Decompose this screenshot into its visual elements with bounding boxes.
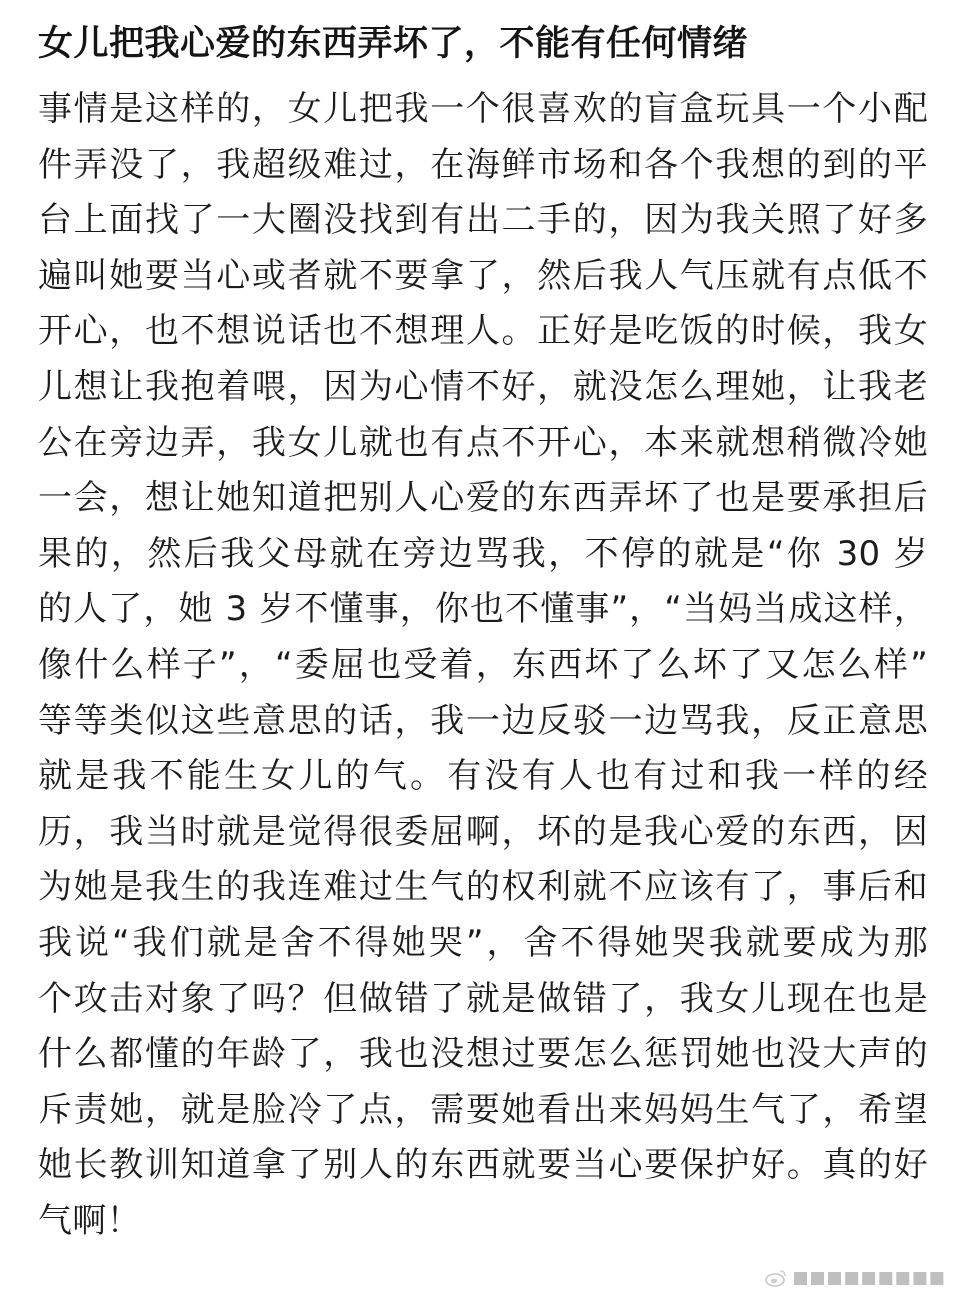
- post-body-line: 一会，想让她知道把别人心爱的东西弄坏了也是要承担后: [38, 478, 928, 519]
- post-body-line: 历，我当时就是觉得很委屈啊，坏的是我心爱的东西，因: [38, 811, 928, 852]
- post-body: [38, 82, 928, 1249]
- post-body-line: 儿想让我抱着喂，因为心情不好，就没怎么理她，让我老: [38, 366, 928, 407]
- post-body-line: 件弄没了，我超级难过，在海鲜市场和各个我想的到的平: [38, 144, 928, 185]
- post-body-line: 事情是这样的，女儿把我一个很喜欢的盲盒玩具一个小配: [38, 89, 928, 129]
- post-body-line: 公在旁边弄，我女儿就也有点不开心，本来就想稍微冷她: [38, 422, 928, 463]
- post-body-line: 我说“我们就是舍不得她哭”，舍不得她哭我就要成为那: [38, 922, 928, 963]
- post-body-line: 遍叫她要当心或者就不要拿了，然后我人气压就有点低不: [38, 255, 928, 296]
- post-body-line: 像什么样子”，“委屈也受着，东西坏了么坏了又怎么样”: [38, 644, 928, 685]
- post-body-line: 她长教训知道拿了别人的东西就要当心要保护好。真的好: [38, 1145, 928, 1186]
- watermark-text: ■■■■■■■■■: [792, 1268, 946, 1288]
- post-body-line: 果的，然后我父母就在旁边骂我，不停的就是“你 30 岁: [38, 533, 928, 574]
- post-body-line: 个攻击对象了吗？但做错了就是做错了，我女儿现在也是: [38, 978, 928, 1019]
- weibo-logo-icon: [764, 1269, 788, 1287]
- post-title: 女儿把我心爱的东西弄坏了，不能有任何情绪: [38, 24, 749, 64]
- post-body-line: 为她是我生的我连难过生气的权利就不应该有了，事后和: [38, 867, 928, 908]
- post-body-line: 开心，也不想说话也不想理人。正好是吃饭的时候，我女: [38, 311, 928, 352]
- post-body-line: 斥责她，就是脸冷了点，需要她看出来妈妈生气了，希望: [38, 1089, 928, 1130]
- post-body-line: 等等类似这些意思的话，我一边反驳一边骂我，反正意思: [38, 700, 928, 741]
- post-body-line: 就是我不能生女儿的气。有没有人也有过和我一样的经: [38, 756, 928, 797]
- post-body-line: 气啊！: [38, 1200, 141, 1241]
- watermark: [764, 1268, 946, 1288]
- post-body-line: 的人了，她 3 岁不懂事，你也不懂事”，“当妈当成这样，: [38, 589, 928, 630]
- post-body-line: 台上面找了一大圈没找到有出二手的，因为我关照了好多: [38, 200, 928, 241]
- post-body-line: 什么都懂的年龄了，我也没想过要怎么惩罚她也没大声的: [38, 1034, 928, 1075]
